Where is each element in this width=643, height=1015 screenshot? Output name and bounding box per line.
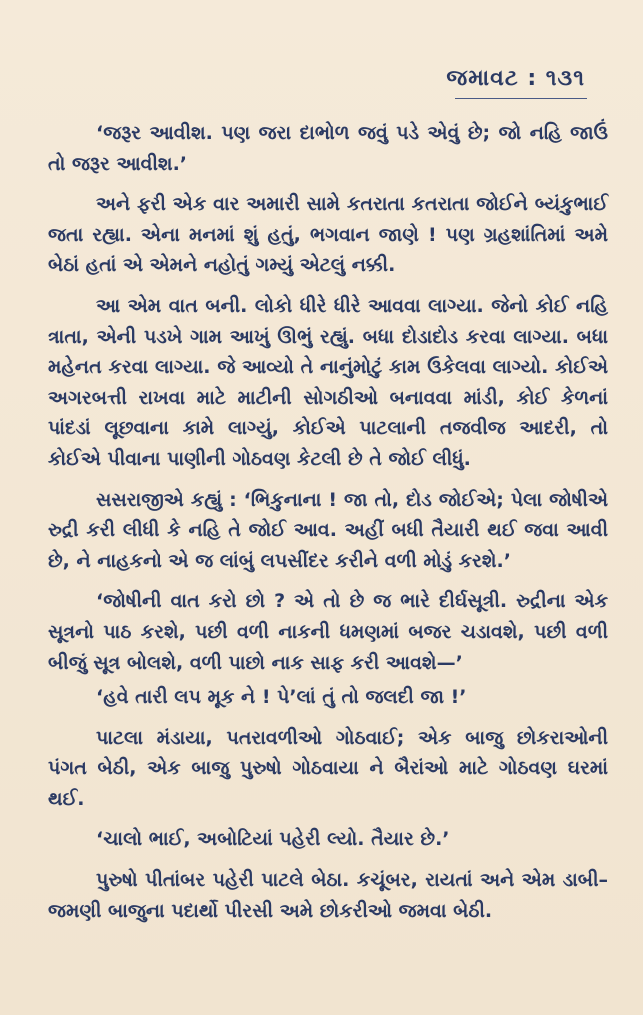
paragraph-7: પાટલા મંડાયા, પતરાવળીઓ ગોઠવાઈ; એક બાજુ છોકરાઓની પંગત બેઠી, એક બાજુ પુરુષો ગોઠવાયા ને બૈરાંઓ માટે ગોઠવણ ઘરમાં થઈ. [48, 726, 608, 810]
paragraph-9: પુરુષો પીતાંબર પહેરી પાટલે બેઠા. કચૂંબર, રાયતાં અને એમ ડાબી–જમણી બાજુના પદાર્થો પીરસી અમે છોકરીઓ જમવા બેઠી. [48, 869, 608, 922]
paragraph-1: ‘જરૂર આવીશ. પણ જરા દાભોળ જવું પડે એવું છે; જો નહિ જાઉં તો જરૂર આવીશ.’ [48, 122, 608, 175]
paragraph-3: આ એમ વાત બની. લોકો ધીરે ધીરે આવવા લાગ્યા. જેનો કોઈ નહિ ત્રાતા, એની પડખે ગામ આખું ઊભું રહ્યું. બધા દોડાદોડ કરવા લાગ્યા. બધા મહેનત કરવા લાગ્યા. જે આવ્યો તે નાનુંમોટું કામ ઉકેલવા લાગ્યો. કોઈએ અગરબત્તી રાખવા માટે માટીની સોગઠીઓ બનાવવા માંડી, કોઈ કેળનાં પાંદડાં લૂછવાના કામે લાગ્યું, કોઈએ પાટલાની તજવીજ આદરી, તો કોઈએ પીવાના પાણીની ગોઠવણ કેટલી છે તે જોઈ લીધું. [48, 294, 608, 470]
page-body [48, 118, 608, 936]
paragraph-5: ‘જોષીની વાત કરો છો ? એ તો છે જ ભારે દીર્ઘસૂત્રી. રુદ્રીના એક સૂત્રનો પાઠ કરશે, પછી વળી નાકની ધમણમાં બજર ચડાવશે, પછી વળી બીજું સૂત્ર બોલશે, વળી પાછો નાક સાફ કરી આવશે—’ [48, 590, 608, 674]
running-header: જમાવટ : ૧૩૧ [446, 66, 585, 91]
header-rule [455, 98, 587, 99]
paragraph-8: ‘ચાલો ભાઈ, અબોટિયાં પહેરી લ્યો. તૈયાર છે.’ [96, 828, 450, 851]
paragraph-2: અને ફરી એક વાર અમારી સામે કતરાતા કતરાતા જોઈને બ્યંકુભાઈ જતા રહ્યા. એના મનમાં શું હતું, ભગવાન જાણે ! પણ ગ્રહશાંતિમાં અમે બેઠાં હતાં એ એમને નહોતું ગમ્યું એટલું નક્કી. [48, 193, 608, 277]
paragraph-6: ‘હવે તારી લપ મૂક ને ! પે’લાં તું તો જલદી જા !’ [96, 686, 467, 709]
paragraph-4: સસરાજીએ કહ્યું : ‘ભિકુનાના ! જા તો, દોડ જોઈએ; પેલા જોષીએ રુદ્રી કરી લીધી કે નહિ તે જોઈ આવ. અહીં બધી તૈયારી થઈ જવા આવી છે, ને નાહકનો એ જ લાંબું લપસીંદર કરીને વળી મોડું કરશે.’ [48, 488, 608, 572]
